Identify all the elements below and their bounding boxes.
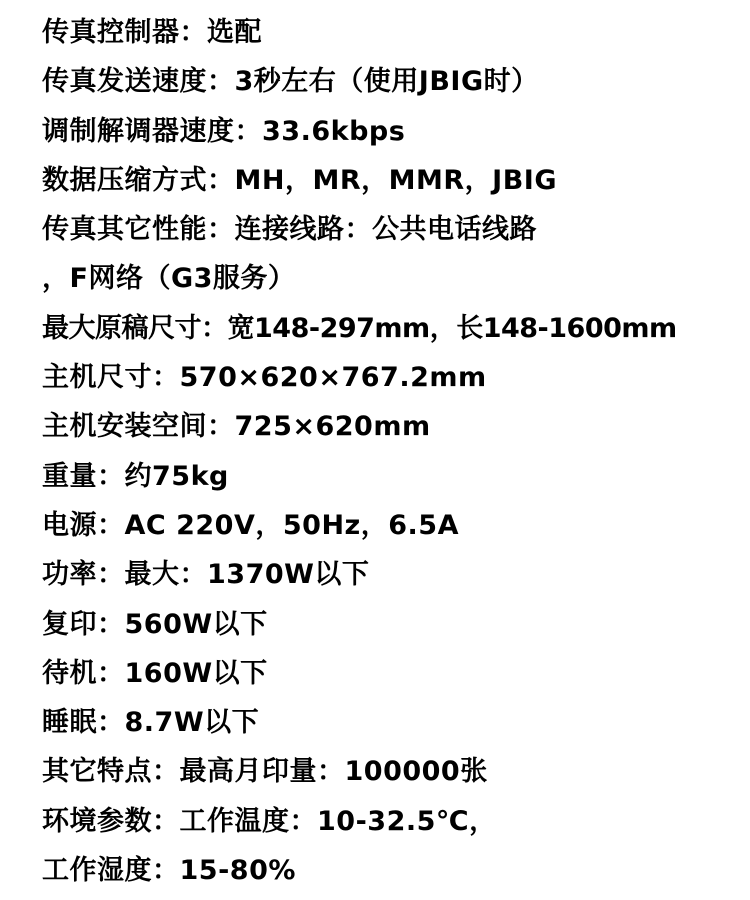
- spec-line-operating-humidity: 工作湿度：15-80%: [42, 855, 296, 887]
- spec-line-main-unit-size: 主机尺寸：570×620×767.2mm: [42, 362, 487, 394]
- spec-line-power-max: 功率：最大：1370W以下: [42, 559, 370, 591]
- spec-line-weight: 重量：约75kg: [42, 460, 229, 492]
- spec-line-power-standby: 待机：160W以下: [42, 657, 268, 689]
- spec-line-compression: 数据压缩方式：MH，MR，MMR，JBIG: [42, 164, 557, 196]
- spec-line-operating-temperature: 环境参数：工作温度：10-32.5℃，: [42, 805, 497, 837]
- spec-line-power-copy: 复印：560W以下: [42, 608, 268, 640]
- spec-sheet: [42, 8, 742, 895]
- spec-line-fax-controller: 传真控制器：选配: [42, 17, 262, 48]
- spec-line-monthly-volume: 其它特点：最高月印量：100000张: [42, 756, 488, 788]
- spec-line-fax-network: ，F网络（G3服务）: [42, 263, 296, 295]
- spec-line-fax-other-performance: 传真其它性能：连接线路：公共电话线路: [42, 214, 537, 246]
- spec-line-power-supply: 电源：AC 220V，50Hz，6.5A: [42, 509, 459, 541]
- spec-line-fax-send-speed: 传真发送速度：3秒左右（使用JBIG时）: [42, 66, 539, 98]
- spec-line-modem-speed: 调制解调器速度：33.6kbps: [42, 115, 406, 147]
- spec-line-max-original-size: 最大原稿尺寸：宽148-297mm，长148-1600mm: [42, 312, 677, 344]
- spec-line-installation-space: 主机安装空间：725×620mm: [42, 411, 431, 443]
- spec-line-power-sleep: 睡眠：8.7W以下: [42, 707, 260, 739]
